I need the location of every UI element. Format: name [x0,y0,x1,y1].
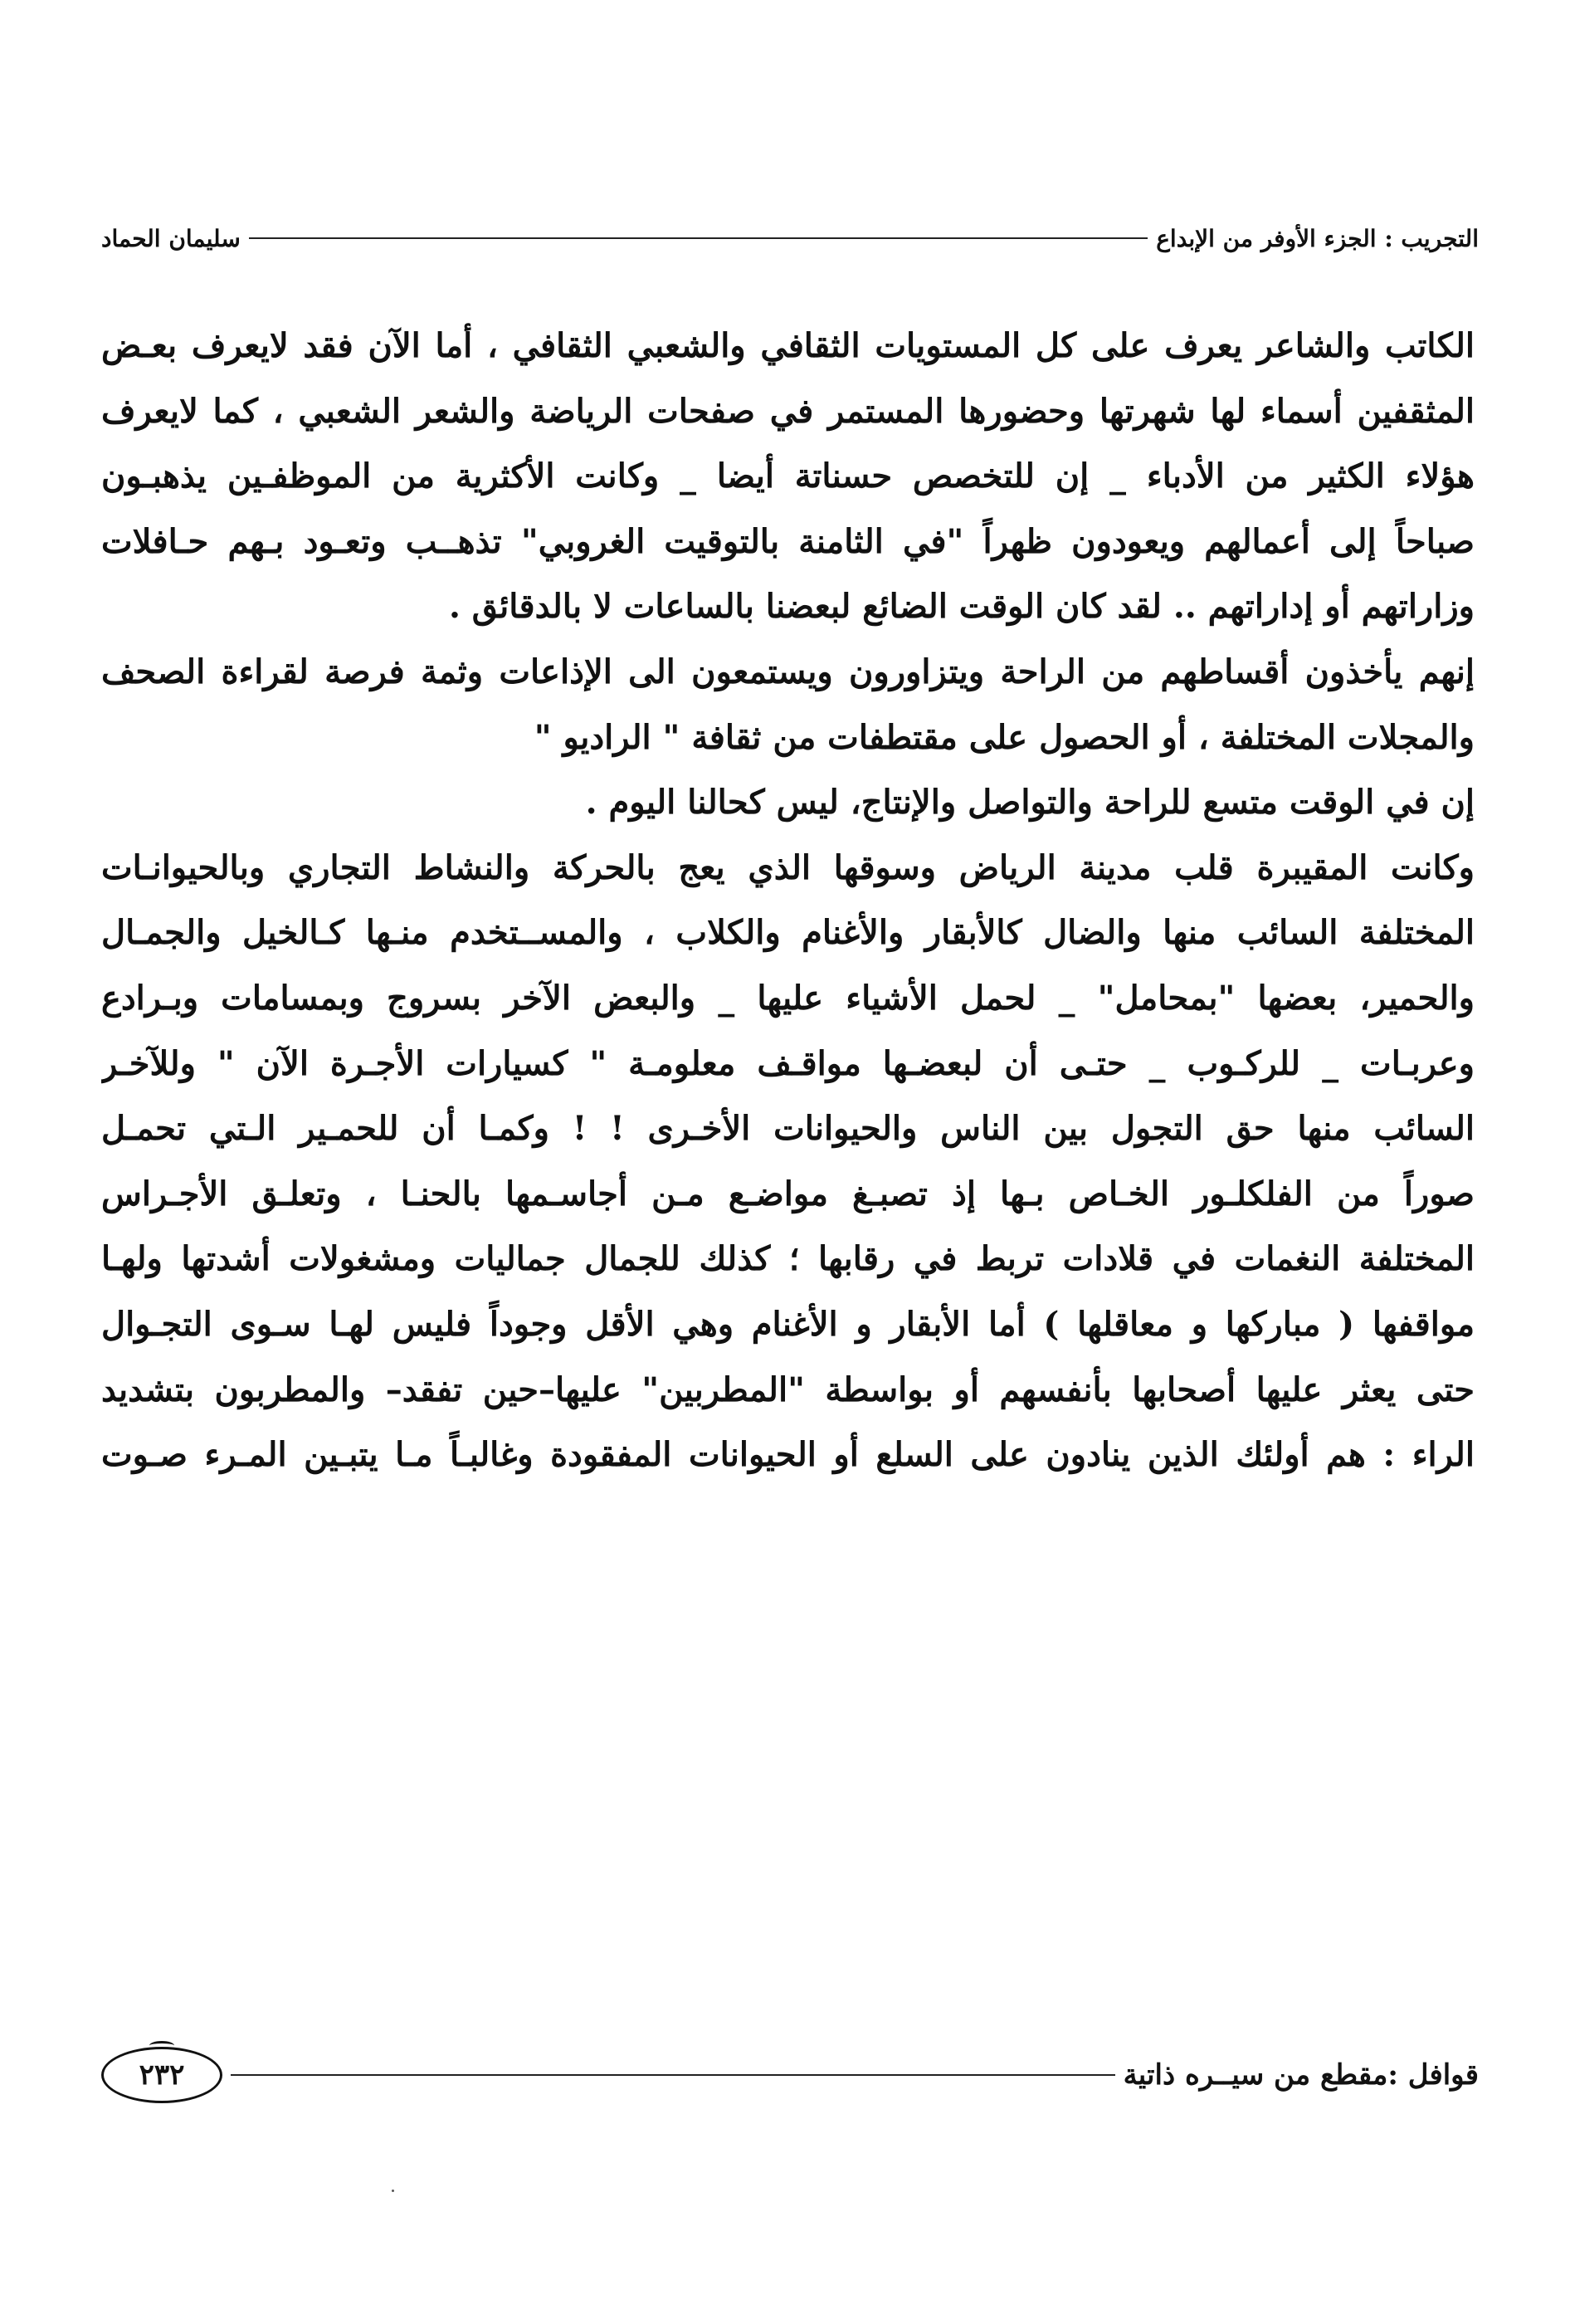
text-line: المختلفة النغمات في قلادات تربط في رقابها ؛ كذلك للجمال جماليات ومشغولات أشدتها ولهـا [101,1239,1475,1279]
text-line: وزاراتهم أو إداراتهم .. لقد كان الوقت الضائع لبعضنا بالساعات لا بالدقائق . [448,587,1475,627]
text-line: وكانت المقيبرة قلب مدينة الرياض وسوقها الذي يعج بالحركة والنشاط التجاري وبالحيوانـات [101,847,1475,887]
text-line: والمجلات المختلفة ، أو الحصول على مقتطفات من ثقافة " الراديو " [534,717,1475,757]
ornament-icon [149,2041,174,2050]
header-rule [249,237,1148,239]
text-line: هؤلاء الكثير من الأدباء _ إن للتخصص حسناتة أيضا _ وكانت الأكثرية من الموظفـين يذهبـون [101,456,1475,496]
footer-rule [231,2074,1115,2076]
text-line: حتى يعثر عليها أصحابها بأنفسهم أو بواسطة "المطربين" عليها–حين تفقد– والمطربون بتشديد [101,1370,1475,1409]
text-line: صباحاً إلى أعمالهم ويعودون ظهراً "في الثامنة بالتوقيت الغروبي" تذهــب وتعـود بـهم حـافلات [101,521,1475,561]
text-line: والحمير، بعضها "بمحامل" _ لحمل الأشياء عليها _ والبعض الآخر بسروج وبمسامات وبـرادع [101,978,1475,1018]
text-line: صوراً من الفلكلـور الخـاص بـها إذ تصبـغ مواضـع مـن أجاسـمها بالحنـا ، وتعلـق الأجـراس [101,1174,1475,1213]
text-line: الكاتب والشاعر يعرف على كل المستويات الثقافي والشعبي الثقافي ، أما الآن فقد لايعرف بعـض [101,326,1475,365]
running-header [101,217,1479,259]
text-line: الراء : هم أولئك الذين ينادون على السلع أو الحيوانات المفقودة وغالبـاً مـا يتبـين المـرء صـوت [101,1435,1475,1475]
text-line: المثقفين أسماء لها شهرتها وحضورها المستمر في صفحات الرياضة والشعر الشعبي ، كما لايعرف [101,391,1475,431]
page-number-badge [101,2047,222,2103]
author-name: سليمان الحماد [101,224,241,252]
text-line: مواقفها ( مباركها و معاقلها ) أما الأبقار و الأغنام وهي الأقل وجوداً فليس لهـا سـوى التجـوال [101,1304,1475,1344]
page-number: ٢٣٢ [139,2058,185,2092]
body-text [101,314,1475,1488]
text-line: السائب منها حق التجول بين الناس والحيوانات الأخـرى ! ! وكمـا أن للحمـير الـتي تحمـل [101,1109,1475,1149]
text-line: إنهم يأخذون أقساطهم من الراحة ويتزاورون ويستمعون الى الإذاعات وثمة فرصة لقراءة الصحف [101,652,1475,691]
book-title: التجريب : الجزء الأوفر من الإبداع [1156,224,1479,252]
page-footer [101,2038,1479,2112]
text-line: المختلفة السائب منها والضال كالأبقار والأغنام والكلاب ، والمســتخدم منـها كـالخيل والجمـال [101,913,1475,953]
text-line: إن في الوقت متسع للراحة والتواصل والإنتاج، ليس كحالنا اليوم . [585,783,1475,823]
footer-section-title: قوافل :مقطع من سيــره ذاتية [1123,2058,1479,2092]
scan-speck [392,2190,394,2192]
text-line: وعربـات _ للركـوب _ حتـى أن لبعضـها مواقـف معلومـة " كسيارات الأجـرة الآن " وللآخـر [101,1043,1475,1083]
